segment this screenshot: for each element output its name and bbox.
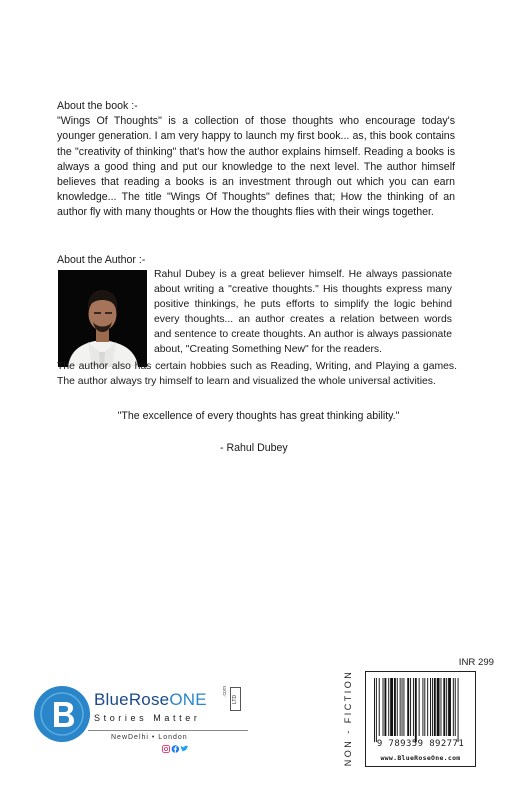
barcode-bar xyxy=(443,678,445,736)
publisher-ltd-badge: LTD xyxy=(230,687,241,711)
barcode-bar xyxy=(422,678,423,736)
price-label: INR 299 xyxy=(458,657,494,668)
publisher-website: www.BlueRoseOne.com xyxy=(380,754,461,762)
quote-attribution: - Rahul Dubey xyxy=(220,442,288,454)
barcode-bar xyxy=(419,678,420,736)
barcode-bar xyxy=(413,678,414,736)
facebook-icon xyxy=(172,745,179,752)
barcode-bar xyxy=(455,678,456,736)
genre-text: NON - FICTION xyxy=(343,669,353,767)
genre-label xyxy=(336,668,360,768)
barcode-bar xyxy=(383,678,384,736)
isbn-number: 9 789359 892771 xyxy=(376,739,465,749)
barcode-bar xyxy=(394,678,396,736)
barcode-bar xyxy=(384,678,386,736)
barcode-bar xyxy=(427,678,428,736)
barcode-bar xyxy=(379,678,380,736)
publisher-cities: NewDelhi • London xyxy=(111,734,188,741)
publisher-name-part1: BlueRose xyxy=(94,690,170,709)
twitter-icon xyxy=(181,746,189,752)
barcode-bar xyxy=(441,678,442,736)
barcode-bar xyxy=(400,678,401,736)
about-book-text: "Wings Of Thoughts" is a collection of those thoughts who encourage today's younger generation. I am very happy to launch my first book... as, this book contains the "creativity of thinking" that's how the author explains himself. Reading a books is always a good thing and put our knowledge to the next level. The author himself believes that reading a books is an investment through out which you can earn knowledge... The title "Wings Of Thoughts" defines that; How the thinking of an author fly with many thoughts or How the thoughts flies with their wings together. xyxy=(57,115,455,219)
quote-text: "The excellence of every thoughts has great thinking ability." xyxy=(117,410,400,422)
barcode-bar xyxy=(415,678,417,742)
barcode-bar xyxy=(410,678,411,736)
publisher-logo-block xyxy=(34,686,274,766)
barcode-bar xyxy=(402,678,403,736)
about-book-heading: About the book :- xyxy=(57,100,138,112)
publisher-name xyxy=(94,690,207,710)
barcode-bar xyxy=(388,678,389,736)
author-bio-part-2: The author also has certain hobbies such as Reading, Writing, and Playing a games. The author always try himself to learn and visualized the whole universal activities. xyxy=(57,361,457,387)
barcode-bar xyxy=(397,678,398,736)
publisher-tagline: Stories Matter xyxy=(94,713,201,723)
barcode-bar xyxy=(458,678,459,742)
bluerose-b-logo-icon xyxy=(34,686,90,742)
publisher-name-part2: ONE xyxy=(169,690,207,709)
publisher-domain-small: .com xyxy=(222,686,228,697)
author-photo xyxy=(58,270,147,367)
about-the-book-section xyxy=(57,99,455,221)
barcode-bar xyxy=(374,678,375,742)
barcode-bar xyxy=(453,678,454,736)
isbn-barcode xyxy=(365,671,476,767)
social-icons xyxy=(160,745,196,753)
barcode-bar xyxy=(376,678,377,742)
barcode-bar xyxy=(430,678,431,736)
about-author-heading: About the Author :- xyxy=(57,254,146,266)
barcode-bar xyxy=(432,678,433,736)
barcode-bar xyxy=(390,678,393,736)
publisher-divider xyxy=(88,730,248,731)
barcode-bar xyxy=(424,678,425,736)
barcode-bar xyxy=(403,678,404,736)
author-bio-part-1: Rahul Dubey is a great believer himself. He always passionate about writing a "creative thoughts." His thoughts express many positive thinkings, he puts efforts to simplify the logic behind every thoughts... an author creates a relation between words and sentence to create thoughts. An author is always passionate about, "Creating Something New" for the readers. xyxy=(154,269,452,355)
barcode-bar xyxy=(446,678,447,736)
author-portrait-image xyxy=(58,270,147,367)
barcode-bar xyxy=(437,678,440,736)
barcode-bar xyxy=(434,678,436,736)
instagram-icon xyxy=(162,745,169,752)
barcode-bar xyxy=(448,678,451,736)
barcode-bar xyxy=(407,678,409,736)
